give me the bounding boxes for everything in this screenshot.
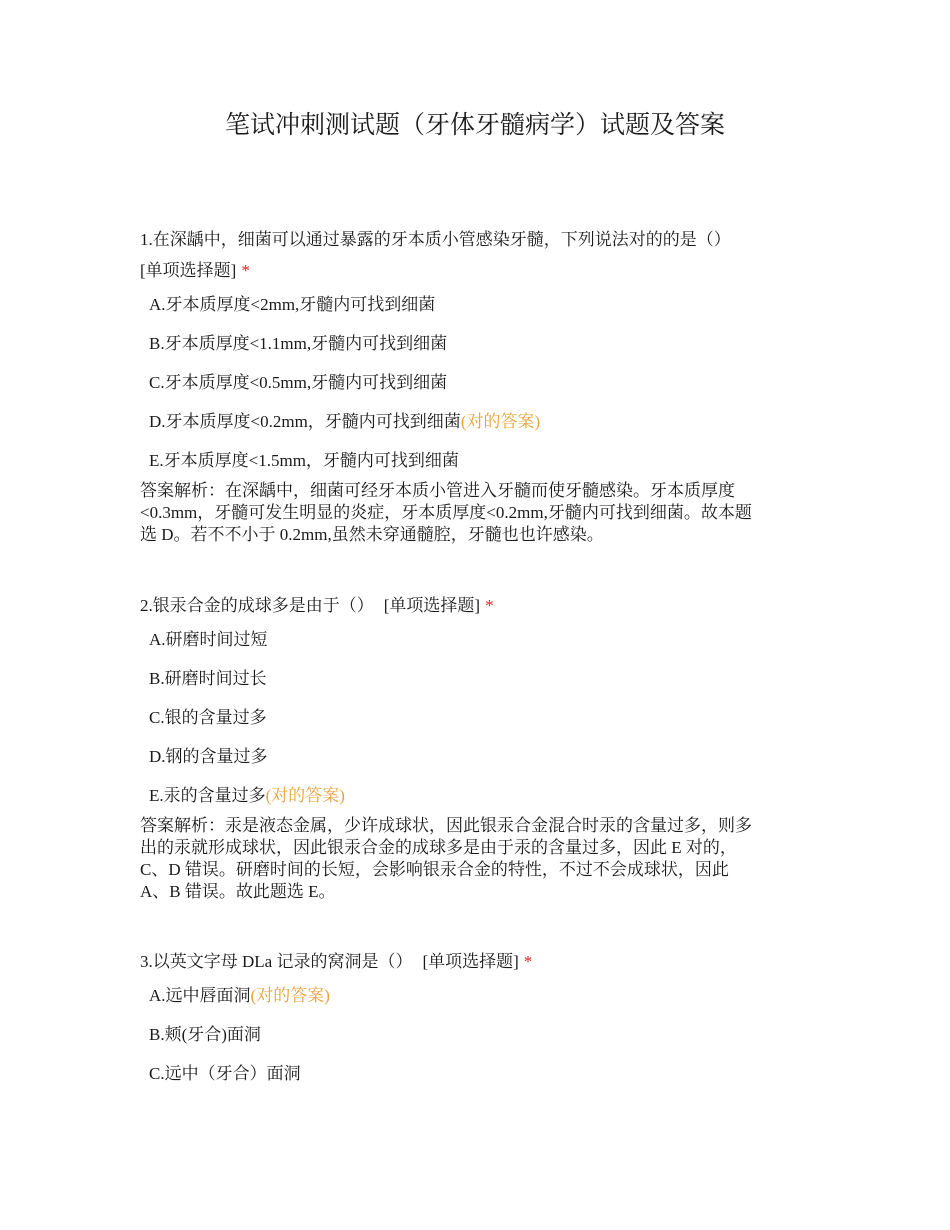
required-star: * bbox=[241, 261, 250, 280]
option-d[interactable] bbox=[140, 746, 820, 785]
options-list bbox=[140, 294, 820, 489]
option-text: A.牙本质厚度<2mm,牙髓内可找到细菌 bbox=[149, 295, 436, 314]
options-list bbox=[140, 985, 820, 1102]
option-a[interactable] bbox=[140, 294, 820, 333]
question-1 bbox=[140, 224, 820, 546]
option-text: C.远中（牙合）面洞 bbox=[149, 1064, 301, 1083]
option-a[interactable] bbox=[140, 629, 820, 668]
option-text: B.牙本质厚度<1.1mm,牙髓内可找到细菌 bbox=[149, 334, 448, 353]
option-c[interactable] bbox=[140, 707, 820, 746]
option-c[interactable] bbox=[140, 372, 820, 411]
option-b[interactable] bbox=[140, 668, 820, 707]
answer-analysis bbox=[140, 480, 820, 546]
option-text: E.牙本质厚度<1.5mm，牙髓内可找到细菌 bbox=[149, 451, 459, 470]
option-d[interactable] bbox=[140, 411, 820, 450]
question-stem bbox=[140, 590, 820, 621]
option-text: D.钢的含量过多 bbox=[149, 747, 268, 766]
question-stem bbox=[140, 224, 820, 286]
question-text: 1.在深龋中，细菌可以通过暴露的牙本质小管感染牙髓，下列说法对的的是（） bbox=[140, 230, 731, 249]
option-text: C.银的含量过多 bbox=[149, 708, 267, 727]
option-b[interactable] bbox=[140, 1024, 820, 1063]
analysis-line: <0.3mm，牙髓可发生明显的炎症，牙本质厚度<0.2mm,牙髓内可找到细菌。故本题 bbox=[140, 503, 752, 522]
option-text: B.研磨时间过长 bbox=[149, 669, 267, 688]
option-text: D.牙本质厚度<0.2mm，牙髓内可找到细菌 bbox=[149, 412, 461, 431]
analysis-line: 答案解析：在深龋中，细菌可经牙本质小管进入牙髓而使牙髓感染。牙本质厚度 bbox=[140, 481, 735, 500]
option-text: C.牙本质厚度<0.5mm,牙髓内可找到细菌 bbox=[149, 373, 448, 392]
question-stem bbox=[140, 946, 820, 977]
required-star: * bbox=[523, 952, 533, 971]
correct-answer-mark: (对的答案) bbox=[250, 986, 330, 1005]
analysis-line: 答案解析：汞是液态金属，少许成球状，因此银汞合金混合时汞的含量过多，则多 bbox=[140, 816, 752, 835]
question-type: [单项选择题] bbox=[383, 596, 481, 615]
options-list bbox=[140, 629, 820, 824]
correct-answer-mark: (对的答案) bbox=[265, 786, 345, 805]
required-star: * bbox=[485, 596, 494, 615]
option-text: A.远中唇面洞 bbox=[149, 986, 251, 1005]
page-title: 笔试冲刺测试题（牙体牙髓病学）试题及答案 bbox=[224, 112, 725, 139]
analysis-line: A、B 错误。故此题选 E。 bbox=[140, 882, 336, 901]
option-b[interactable] bbox=[140, 333, 820, 372]
option-a[interactable] bbox=[140, 985, 820, 1024]
analysis-line: 出的汞就形成球状，因此银汞合金的成球多是由于汞的含量过多，因此 E 对的， bbox=[140, 838, 737, 857]
correct-answer-mark: (对的答案) bbox=[460, 412, 541, 431]
question-2 bbox=[140, 590, 820, 903]
analysis-line: C、D 错误。研磨时间的长短，会影响银汞合金的特性，不过不会成球状，因此 bbox=[140, 860, 729, 879]
analysis-line: 选 D。若不不小于 0.2mm,虽然未穿通髓腔，牙髓也也许感染。 bbox=[140, 525, 604, 544]
question-text: 3.以英文字母 DLa 记录的窝洞是（） bbox=[140, 952, 413, 971]
option-text: E.汞的含量过多 bbox=[149, 786, 266, 805]
question-text: 2.银汞合金的成球多是由于（） bbox=[140, 596, 374, 615]
question-type: [单项选择题] bbox=[140, 261, 237, 280]
question-type: [单项选择题] bbox=[422, 952, 519, 971]
option-text: B.颊(牙合)面洞 bbox=[149, 1025, 261, 1044]
question-3 bbox=[140, 946, 820, 1102]
option-text: A.研磨时间过短 bbox=[149, 630, 268, 649]
answer-analysis bbox=[140, 815, 820, 903]
option-c[interactable] bbox=[140, 1063, 820, 1102]
